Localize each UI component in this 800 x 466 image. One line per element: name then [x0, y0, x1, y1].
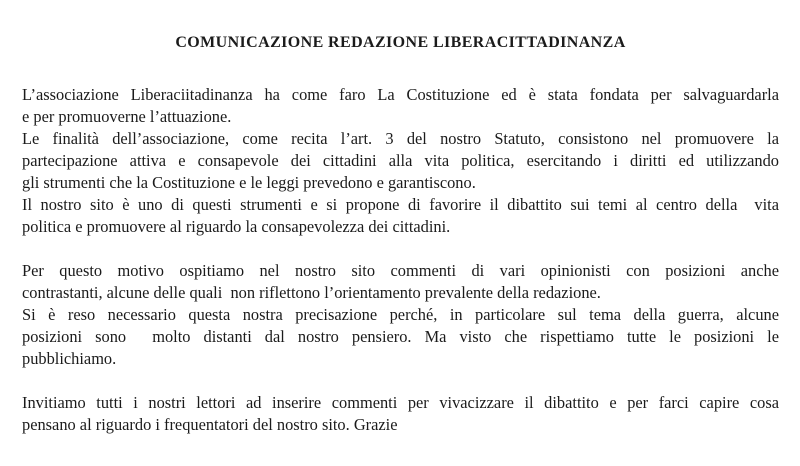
text-line: Le finalità dell’associazione, come recita l’art. 3 del nostro Statuto, consistono nel promuovere la — [22, 129, 779, 148]
text-line: pubblichiamo. — [22, 349, 117, 368]
text-line: L’associazione Liberaciitadinanza ha come faro La Costituzione ed è stata fondata per salvaguardarla — [22, 85, 779, 104]
text-line: pensano al riguardo i frequentatori del nostro sito. Grazie — [22, 415, 398, 434]
text-line: e per promuoverne l’attuazione. — [22, 107, 232, 126]
text-line: contrastanti, alcune delle quali non riflettono l’orientamento prevalente della redazione. — [22, 283, 601, 302]
text-line: politica e promuovere al riguardo la consapevolezza dei cittadini. — [22, 217, 451, 236]
paragraph-block-1 — [22, 84, 779, 238]
text-line: Invitiamo tutti i nostri lettori ad inserire commenti per vivacizzare il dibattito e per farci capire cosa — [22, 393, 779, 412]
text-line: Per questo motivo ospitiamo nel nostro sito commenti di vari opinionisti con posizioni anche — [22, 261, 779, 280]
text-line: posizioni sono molto distanti dal nostro pensiero. Ma visto che rispettiamo tutte le posizioni le — [22, 327, 779, 346]
paragraph-block-3 — [22, 392, 779, 436]
text-line: gli strumenti che la Costituzione e le leggi prevedono e garantiscono. — [22, 173, 476, 192]
text-line: Si è reso necessario questa nostra precisazione perché, in particolare sul tema della guerra, alcune — [22, 305, 779, 324]
text-line: partecipazione attiva e consapevole dei cittadini alla vita politica, esercitando i diritti ed utilizzando — [22, 151, 779, 170]
document-title: COMUNICAZIONE REDAZIONE LIBERACITTADINANZA — [175, 34, 626, 51]
paragraph-block-2 — [22, 260, 779, 370]
text-line: Il nostro sito è uno di questi strumenti e si propone di favorire il dibattito sui temi al centro della vita — [22, 195, 779, 214]
